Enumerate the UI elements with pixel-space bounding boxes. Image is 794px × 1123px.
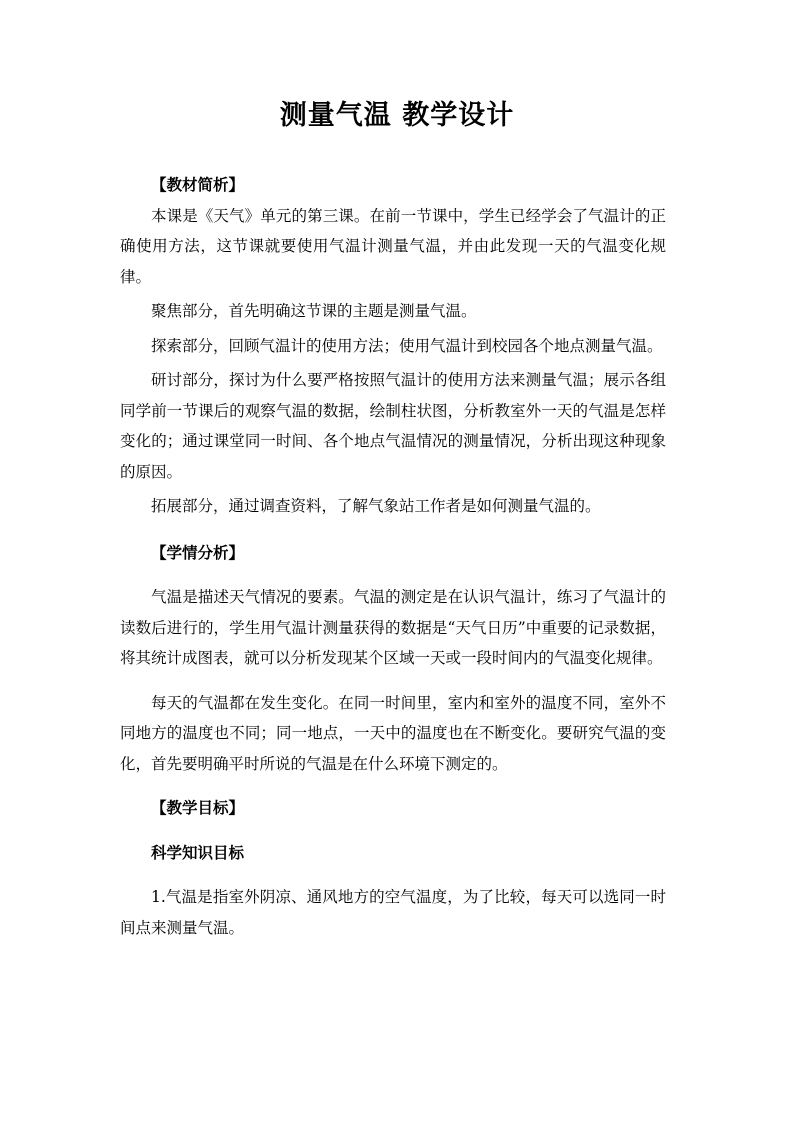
section-heading-textbook: 【教材简析】 [151, 175, 245, 194]
paragraph-textbook-focus: 聚焦部分，首先明确这节课的主题是测量气温。 [151, 302, 477, 320]
paragraph-textbook-intro: 本课是《天气》单元的第三课。在前一节课中，学生已经学会了气温计的正确使用方法，这节课就要使用气温计测量气温，并由此发现一天的气温变化规律。 [120, 206, 666, 286]
section-heading-students: 【学情分析】 [151, 542, 245, 562]
paragraph-textbook-explore: 探索部分，回顾气温计的使用方法；使用气温计到校园各个地点测量气温。 [151, 336, 663, 355]
subheading-science-knowledge: 科学知识目标 [151, 842, 245, 862]
paragraph-textbook-discuss: 研讨部分，探讨为什么要严格按照气温计的使用方法来测量气温；展示各组同学前一节课后的观察气温的数据，绘制柱状图，分析教室外一天的气温是怎样变化的；通过课堂同一时间、各个地点气温情况的测量情况，分析出现这种现象的原因。 [120, 371, 666, 481]
paragraph-textbook-extend: 拓展部分，通过调查资料，了解气象站工作者是如何测量气温的。 [151, 497, 601, 515]
section-heading-goals: 【教学目标】 [151, 798, 245, 817]
document-title: 测量气温 教学设计 [279, 100, 515, 131]
document-body [120, 170, 666, 943]
paragraph-students-2: 每天的气温都在发生变化。在同一时间里，室内和室外的温度不同，室外不同地方的温度也不同；同一地点，一天中的温度也在不断变化。要研究气温的变化，首先要明确平时所说的气温是在什么环境下测定的。 [120, 693, 666, 773]
goal-item-1: 1.气温是指室外阴凉、通风地方的空气温度，为了比较，每天可以选同一时间点来测量气温。 [120, 888, 666, 937]
paragraph-students-1: 气温是描述天气情况的要素。气温的测定是在认识气温计，练习了气温计的读数后进行的，学生用气温计测量获得的数据是“天气日历”中重要的记录数据，将其统计成图表，就可以分析发现某个区域一天或一段时间内的气温变化规律。 [120, 588, 666, 667]
